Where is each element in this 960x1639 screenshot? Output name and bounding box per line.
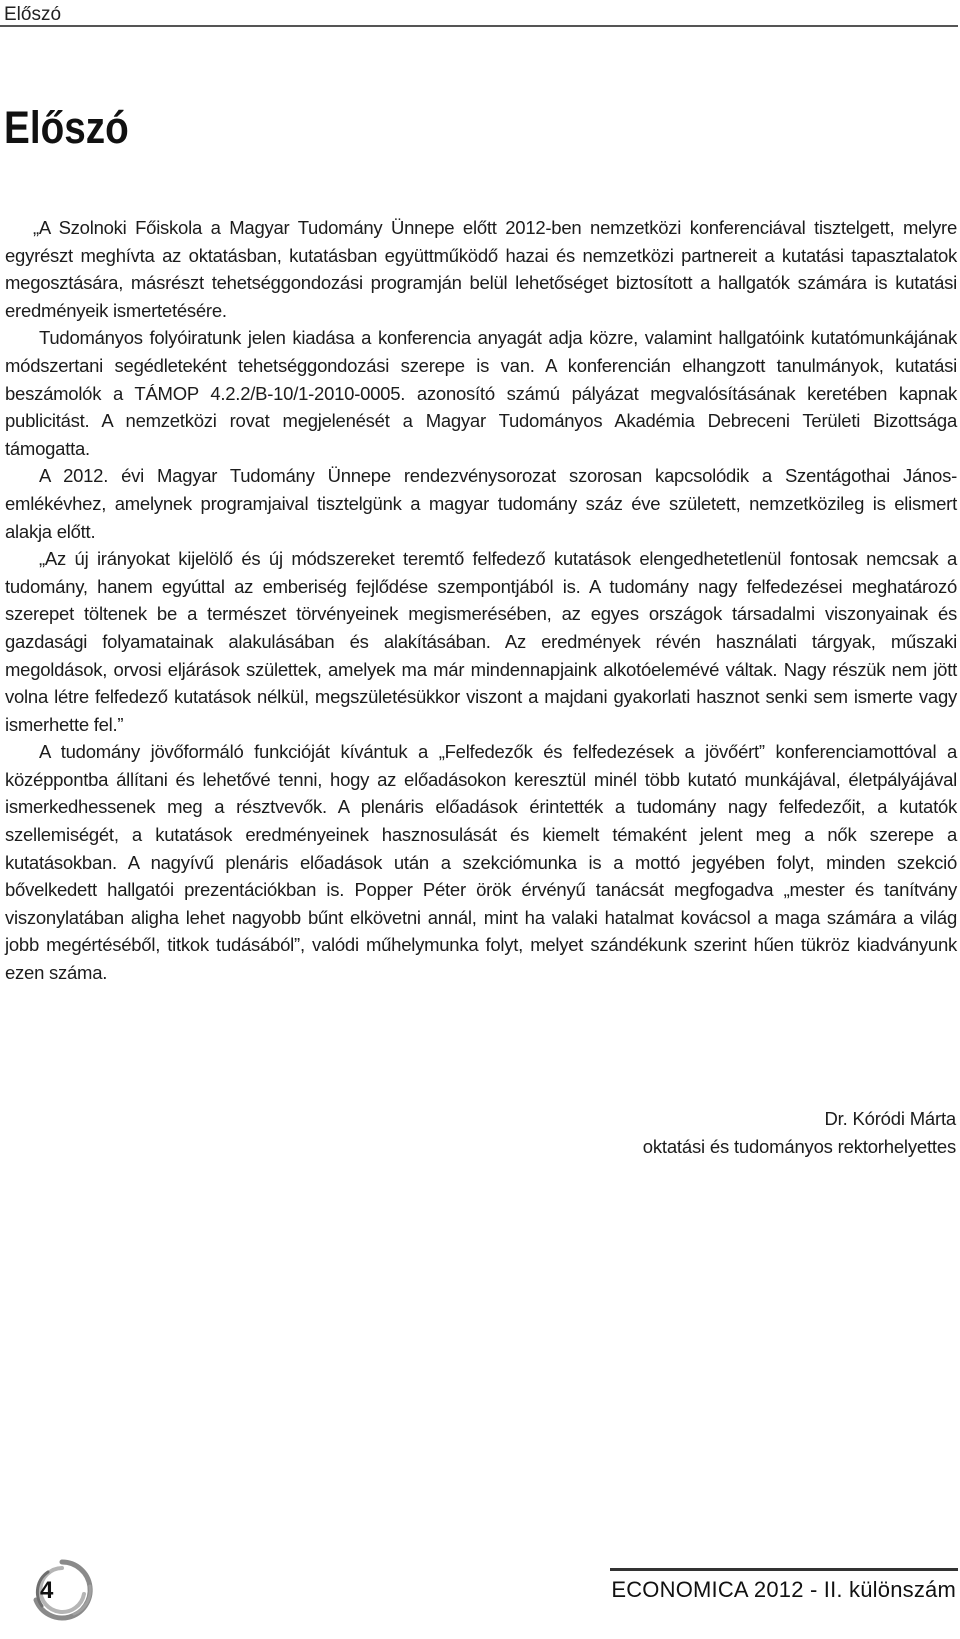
paragraph-5: A tudomány jövőformáló funkcióját kívántuk a „Felfedezők és felfedezések a jövőért” konferenciamottóval a középpontba állítani és lehetővé tenni, hogy az előadásokon keresztül minél több kutató munkájával, életpályájával ismerkedhessenek meg a résztvevők. A plenáris előadások érintették a tudomány nagy felfedezőit, a kutatók szellemiségét, a kutatások eredményeinek hasznosulását és kiemelt témaként jelent meg a nők szerepe a kutatásokban. A nagyívű plenáris előadások után a szekciómunka is a mottó jegyében folyt, minden szekció bővelkedett hallgatói prezentációkban is. Popper Péter örök érvényű tanácsát megfogadva „mester és tanítvány viszonylatában aligha lehet nagyobb bűnt elkövetni annál, mint ha valaki hatalmat kovácsol a maga számára a világ jobb megértéséből, titkok tudásából”, valódi műhelymunka folyt, melyet szándékunk szerint hűen tükröz kiadványunk ezen száma.: [5, 741, 957, 984]
paragraph-4: „Az új irányokat kijelölő és új módszereket teremtő felfedező kutatások elengedhetetlenül fontosak nemcsak a tudomány, hanem egyúttal az emberiség fejlődése szempontjából is. A tudomány nagy felfedezései meghatározó szerepet töltenek be a természet törvényeinek megismerésében, az egyes országok társadalmi viszonyainak és gazdasági folyamatainak alakulásában és alakításában. Az eredmények révén használati tárgyak, műszaki megoldások, orvosi eljárások születtek, amelyek ma már mindennapjaink alkotóelemévé váltak. Nagy részük nem jött volna létre felfedező kutatások nélkül, megszületésükkor viszont a majdani gyakorlati hasznot senki sem ismerte vagy ismerhette fel.”: [5, 548, 957, 735]
paragraph-3: A 2012. évi Magyar Tudomány Ünnepe rendezvénysorozat szorosan kapcsolódik a Szentágothai János-emlékévhez, amelynek programjaival tisztelgünk a magyar tudomány száz éve született, nemzetközileg is elismert alakja előtt.: [5, 465, 957, 542]
paragraph-1: „A Szolnoki Főiskola a Magyar Tudomány Ünnepe előtt 2012-ben nemzetközi konferenciával tisztelgett, melyre egyrészt meghívta az oktatásban, kutatásban együttműködő hazai és nemzetközi partnereit a kutatási tapasztalatok megosztására, másrészt tehetséggondozási programján belül lehetőséget biztosított a hallgatók számára is kutatási eredményeik ismertetésére.: [5, 217, 957, 321]
page-badge-swirl-icon: [28, 1556, 96, 1624]
running-head: Előszó: [4, 4, 62, 25]
signature-role: oktatási és tudományos rektorhelyettes: [642, 1136, 956, 1157]
page-number: 4: [40, 1577, 54, 1604]
page-title: Előszó: [4, 102, 129, 153]
journal-name: ECONOMICA 2012 - II. különszám: [611, 1577, 956, 1602]
body-text: [5, 214, 957, 987]
signature-block: [643, 1105, 956, 1161]
paragraph-2: Tudományos folyóiratunk jelen kiadása a konferencia anyagát adja közre, valamint hallgatóink kutatómunkájának módszertani segédleteként tehetséggondozási szerepe is van. A konferencián elhangzott tanulmányok, kutatási beszámolók a TÁMOP 4.2.2/B-10/1-2010-0005. azonosító számú pályázat megvalósításának keretében kapnak publicitást. A nemzetközi rovat megjelenését a Magyar Tudományos Akadémia Debreceni Területi Bizottsága támogatta.: [5, 327, 957, 459]
footer-rule: [610, 1568, 958, 1571]
header-rule: [0, 25, 958, 27]
signature-name: Dr. Kóródi Márta: [824, 1108, 956, 1129]
